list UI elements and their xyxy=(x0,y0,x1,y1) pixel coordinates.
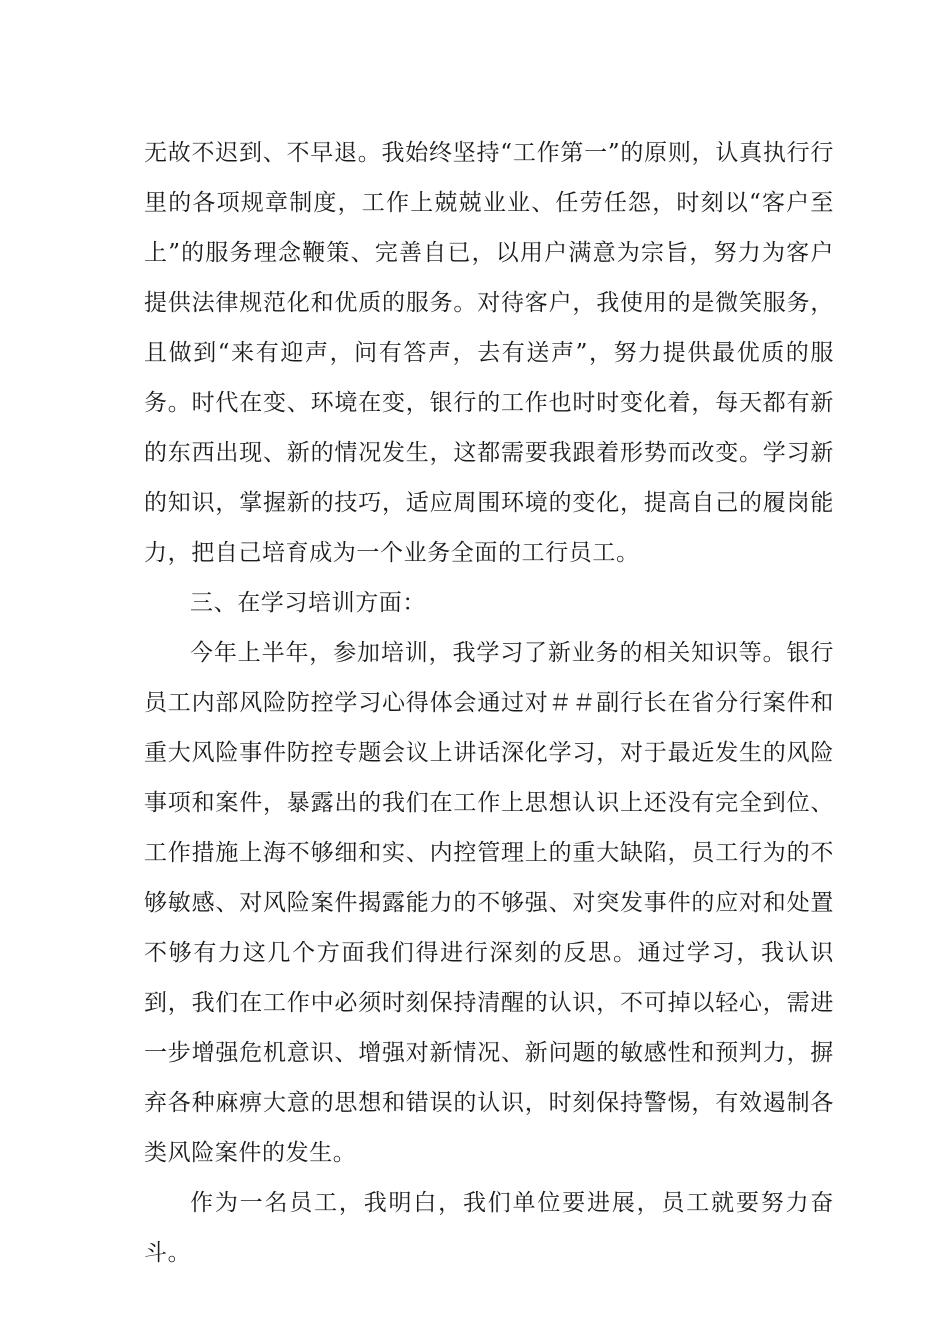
document-body xyxy=(144,128,834,1278)
section-heading-study-training: 三、在学习培训方面： xyxy=(190,590,426,616)
paragraph-work-attitude: 无故不迟到、不早退。我始终坚持“工作第一”的原则，认真执行行里的各项规章制度，工作上兢兢业业、任劳任怨，时刻以“客户至上”的服务理念鞭策、完善自已，以用户满意为宗旨，努力为客户提供法律规范化和优质的服务。对待客户，我使用的是微笑服务，且做到“来有迎声，问有答声，去有送声”，努力提供最优质的服务。时代在变、环境在变，银行的工作也时时变化着，每天都有新的东西出现、新的情况发生，这都需要我跟着形势而改变。学习新的知识，掌握新的技巧，适应周围环境的变化，提高自己的履岗能力，把自己培育成为一个业务全面的工行员工。 xyxy=(144,140,834,566)
paragraph-employee-effort: 作为一名员工，我明白，我们单位要进展，员工就要努力奋斗。 xyxy=(144,1190,834,1266)
paragraph-training-reflection: 今年上半年，参加培训，我学习了新业务的相关知识等。银行员工内部风险防控学习心得体会通过对＃＃副行长在省分行案件和重大风险事件防控专题会议上讲话深化学习，对于最近发生的风险事项和案件，暴露出的我们在工作上思想认识上还没有完全到位、工作措施上海不够细和实、内控管理上的重大缺陷，员工行为的不够敏感、对风险案件揭露能力的不够强、对突发事件的应对和处置不够有力这几个方面我们得进行深刻的反思。通过学习，我认识到，我们在工作中必须时刻保持清醒的认识，不可掉以轻心，需进一步增强危机意识、增强对新情况、新问题的敏感性和预判力，摒弃各种麻痹大意的思想和错误的认识，时刻保持警惕，有效遏制各类风险案件的发生。 xyxy=(144,640,834,1166)
